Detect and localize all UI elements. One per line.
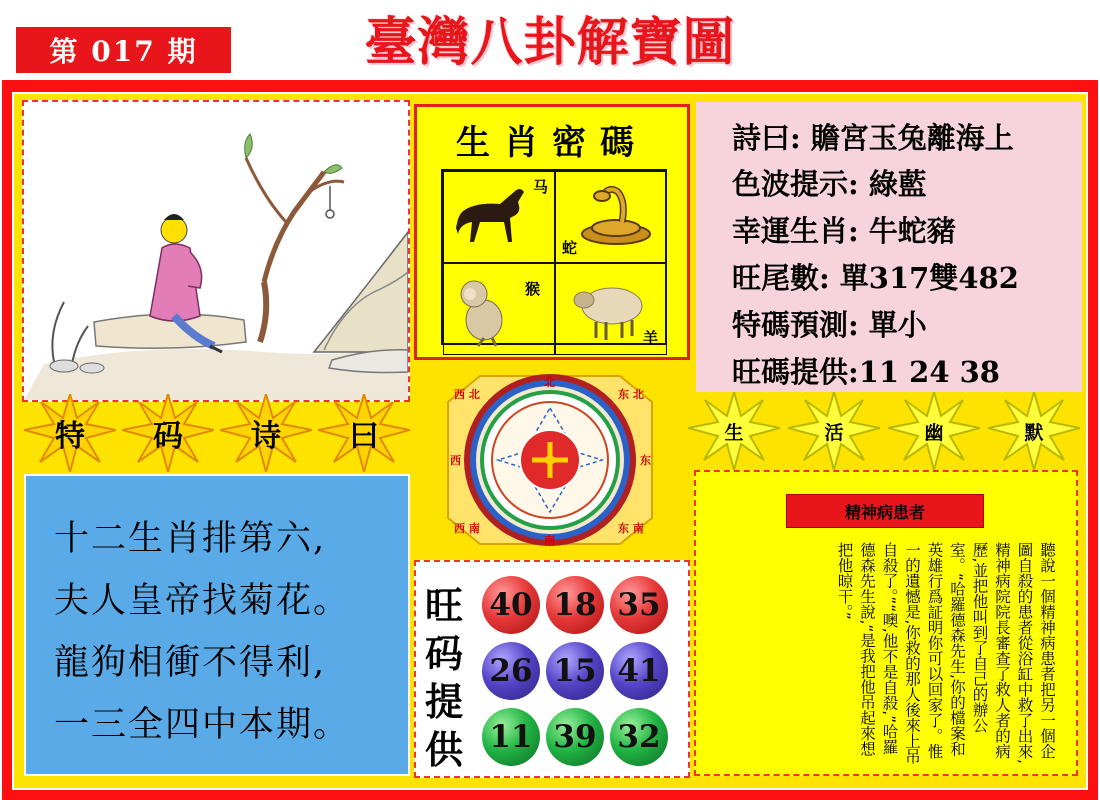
compass-side-s: 南 xyxy=(544,534,555,547)
banner-char: 曰 xyxy=(349,419,379,454)
compass-corner-nw: 西 北 xyxy=(454,388,480,401)
compass-side-e: 东 xyxy=(640,454,651,467)
info-tail-numbers: 旺尾數: 單317雙482 xyxy=(732,261,1019,295)
illustration-panel xyxy=(22,100,410,402)
page-title: 臺灣八卦解寶圖 xyxy=(364,11,736,73)
banner-star xyxy=(318,394,410,472)
banner-char: 幽 xyxy=(924,421,944,444)
poem-line: 十二生肖排第六, xyxy=(54,519,327,559)
banner-star xyxy=(24,394,116,472)
story-title: 精神病患者 xyxy=(786,494,984,528)
banner-star xyxy=(220,394,312,472)
number-ball: 11 xyxy=(482,708,540,766)
zodiac-cell-sheep xyxy=(555,263,667,355)
number-ball: 18 xyxy=(546,576,604,634)
banner-char: 活 xyxy=(824,421,844,444)
number-ball: 32 xyxy=(610,708,668,766)
info-special-prediction: 特碼預測: 單小 xyxy=(732,308,927,342)
number-ball: 35 xyxy=(610,576,668,634)
info-poem-line: 詩曰: 贍宮玉兔離海上 xyxy=(732,121,1014,155)
prediction-info-panel xyxy=(696,102,1082,392)
banner-star xyxy=(888,392,980,470)
info-lucky-code: 旺碼提供:11 24 38 xyxy=(732,355,1000,389)
zodiac-code-title: 生肖密碼 xyxy=(456,123,648,163)
issue-number-badge: 第 017 期 xyxy=(16,27,231,73)
number-ball: 39 xyxy=(546,708,604,766)
compass-corner-se: 东 南 xyxy=(618,522,644,535)
banner-star xyxy=(988,392,1080,470)
number-ball: 26 xyxy=(482,642,540,700)
compass-corner-ne: 东 北 xyxy=(618,388,644,401)
poem-banner xyxy=(24,392,410,474)
banner-char: 特 xyxy=(55,419,85,454)
humor-banner xyxy=(688,392,1088,470)
compass-side-w: 西 xyxy=(450,454,461,467)
poem-line: 龍狗相衝不得利, xyxy=(54,643,327,683)
zodiac-label-sheep: 羊 xyxy=(642,329,658,347)
zodiac-cell-monkey xyxy=(443,263,555,355)
poem-line: 夫人皇帝找菊花。 xyxy=(54,581,351,621)
lucky-numbers-label: 旺码提供 xyxy=(424,583,463,772)
zodiac-label-monkey: 猴 xyxy=(524,280,540,298)
bagua-compass xyxy=(440,372,660,548)
number-ball: 15 xyxy=(546,642,604,700)
info-color-hint: 色波提示: 綠藍 xyxy=(732,167,927,201)
banner-char: 诗 xyxy=(251,419,281,454)
lucky-numbers-panel xyxy=(414,560,690,778)
poem-line: 一三全四中本期。 xyxy=(54,705,351,745)
zodiac-cell-horse xyxy=(443,171,555,263)
compass-corner-sw: 西 南 xyxy=(454,522,480,535)
banner-star xyxy=(688,392,780,470)
zodiac-cell-snake xyxy=(555,171,667,263)
banner-star xyxy=(122,394,214,472)
special-code-poem xyxy=(24,474,410,776)
lucky-number-balls xyxy=(482,576,672,772)
banner-char: 码 xyxy=(153,419,183,454)
number-ball: 40 xyxy=(482,576,540,634)
number-ball: 41 xyxy=(610,642,668,700)
zodiac-grid xyxy=(441,169,667,345)
monkey-icon xyxy=(444,264,554,350)
humor-story-panel xyxy=(694,470,1078,776)
info-lucky-zodiac: 幸運生肖: 牛蛇豬 xyxy=(732,214,956,248)
scholar-illustration xyxy=(24,102,408,400)
zodiac-label-horse: 马 xyxy=(532,178,548,196)
zodiac-code-box xyxy=(414,104,690,360)
banner-star xyxy=(788,392,880,470)
zodiac-label-snake: 蛇 xyxy=(562,239,578,257)
banner-char: 默 xyxy=(1024,421,1044,444)
banner-char: 生 xyxy=(724,421,744,444)
story-body: 聽說一個精神病患者把另一個企圖自殺的患者從浴缸中救了出來,精神病院院長審查了救人者的病歷,並把他叫到了自己的辦公室。“哈羅德森先生,你的檔案和英雄行爲証明你可以回家了。惟一的遺憾是,你救的那人後來上吊自殺了。”“噢,他不是自殺,”哈羅德森先生說,“是我把他吊起來想把他晾干。” xyxy=(835,542,1056,764)
compass-side-n: 北 xyxy=(544,376,555,389)
